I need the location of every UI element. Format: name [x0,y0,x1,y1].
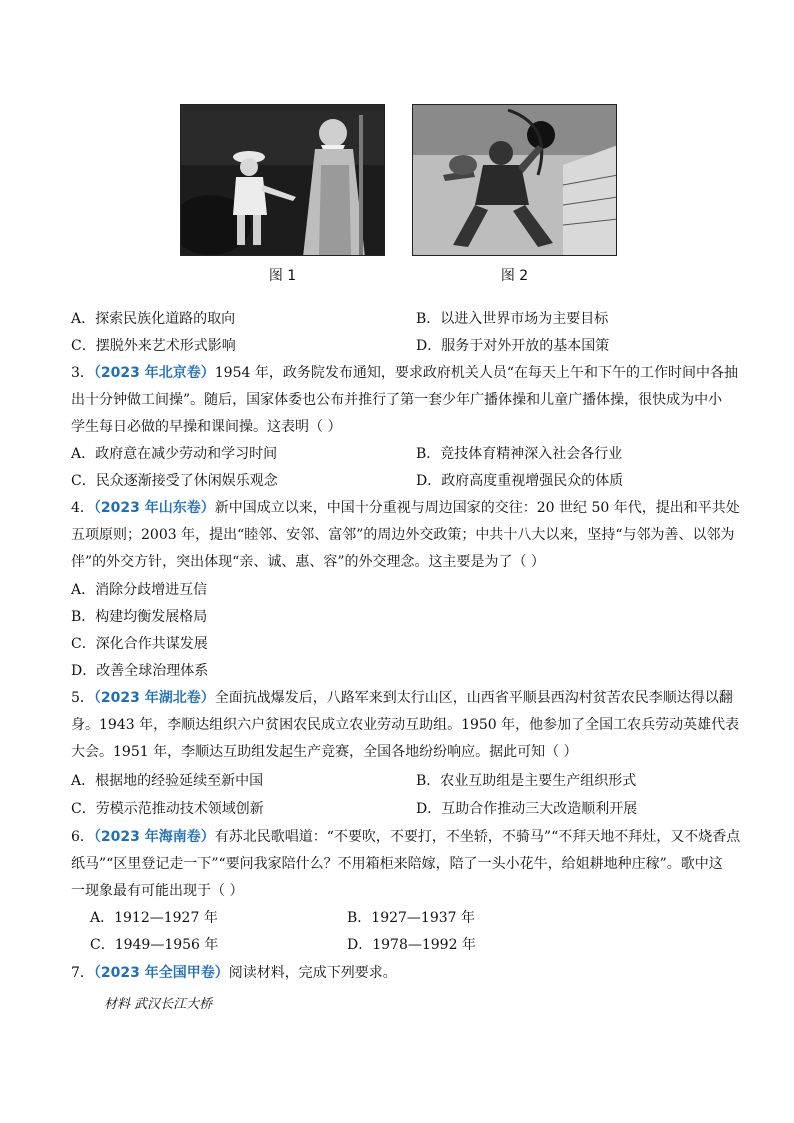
q3-options-row-1 [71,445,623,463]
q5-stem-line-3: 大会。1951 年，李顺达互助组发起生产竞赛，全国各地纷纷响应。据此可知（ ） [71,744,578,760]
q3-stem-line-2: 出十分钟做工间操”。随后，国家体委也公布并推行了第一套少年广播体操和儿童广播体操，很快成为中小 [71,392,723,408]
q6-option-c[interactable]: C．1949—1956 年 [90,937,219,953]
q6-options-row-2 [90,936,476,954]
q6-stem-line-3: 一现象最有可能出现于（ ） [71,883,244,899]
q5-option-d[interactable]: D．互助合作推动三大改造顺利开展 [416,801,638,817]
q4-text-1: 新中国成立以来，中国十分重视与周边国家的交往：20 世纪 50 年代，提出和平共处 [214,500,740,516]
q4-option-d[interactable]: D．改善全球治理体系 [71,663,209,679]
q5-option-b[interactable]: B．农业互助组是主要生产组织形式 [416,773,637,789]
q7-stem [71,964,397,982]
q2-option-a[interactable]: A．探索民族化道路的取向 [71,311,236,327]
q3-source: （2023 年北京卷） [93,365,215,381]
q5-options-row-2 [71,800,638,818]
q5-number: 5． [71,690,94,706]
q7-number: 7． [71,965,94,981]
q6-option-d[interactable]: D．1978—1992 年 [347,937,476,953]
q3-option-a[interactable]: A．政府意在减少劳动和学习时间 [71,446,278,462]
q5-source: （2023 年湖北卷） [93,690,215,706]
q6-source: （2023 年海南卷） [93,829,215,845]
q7-source: （2023 年全国甲卷） [93,965,229,981]
figure-2-photo [412,104,617,256]
q3-number: 3． [71,365,94,381]
q5-option-c[interactable]: C．劳模示范推动技术领域创新 [71,801,264,817]
q4-source: （2023 年山东卷） [93,500,215,516]
q3-options-row-2 [71,472,624,490]
q4-option-c[interactable]: C．深化合作共谋发展 [71,636,208,652]
q5-text-1: 全面抗战爆发后，八路军来到太行山区，山西省平顺县西沟村贫苦农民李顺达得以翻 [214,690,733,706]
q2-option-c[interactable]: C．摆脱外来艺术形式影响 [71,338,236,354]
q4-stem-line-2: 五项原则；2003 年，提出“睦邻、安邻、富邻”的周边外交政策；中共十八大以来，坚持“与邻为善、以邻为 [71,527,735,543]
q5-option-a[interactable]: A．根据地的经验延续至新中国 [71,773,264,789]
q4-option-a[interactable]: A．消除分歧增进互信 [71,582,208,598]
figures-row [180,104,620,289]
q4-option-b[interactable]: B．构建均衡发展格局 [71,609,208,625]
q6-text-1: 有苏北民歌唱道：“不要吹，不要打，不坐轿，不骑马”“不拜天地不拜灶，又不烧香点 [214,829,741,845]
q3-stem-line-3: 学生每日必做的早操和课间操。这表明（ ） [71,419,342,435]
q3-option-c[interactable]: C．民众逐渐接受了休闲娱乐观念 [71,473,278,489]
q4-stem-line-1 [71,499,740,517]
q6-number: 6． [71,829,94,845]
figure-2-caption: 图 2 [500,268,529,284]
q6-options-row-1 [90,909,475,927]
q2-option-d[interactable]: D．服务于对外开放的基本国策 [416,338,610,354]
q2-option-b[interactable]: B．以进入世界市场为主要目标 [416,311,609,327]
q2-options-row-1 [71,310,609,328]
q5-stem-line-2: 身。1943 年，李顺达组织六户贫困农民成立农业劳动互助组。1950 年，他参加了全国工农兵劳动英雄代表 [71,717,740,733]
q6-option-a[interactable]: A．1912—1927 年 [90,910,218,926]
q3-option-b[interactable]: B．竞技体育精神深入社会各行业 [416,446,623,462]
q4-number: 4． [71,500,94,516]
q3-text-1: 1954 年，政务院发布通知，要求政府机关人员“在每天上午和下午的工作时间中各抽 [214,365,738,381]
q7-text: 阅读材料，完成下列要求。 [228,965,397,981]
q3-option-d[interactable]: D．政府高度重视增强民众的体质 [416,473,624,489]
q7-material-title: 材料 武汉长江大桥 [104,997,213,1012]
q6-stem-line-2: 纸马”“区里登记走一下”“要问我家陪什么？不用箱柜来陪嫁，陪了一头小花牛，给姐耕地种庄稼”。歌中这 [71,856,723,872]
q3-stem-line-1 [71,364,738,382]
figure-2 [412,104,617,285]
q5-options-row-1 [71,772,637,790]
figure-1 [180,104,385,285]
figure-1-caption: 图 1 [268,268,297,284]
q4-stem-line-3: 伴”的外交方针，突出体现“亲、诚、惠、容”的外交理念。这主要是为了（ ） [71,554,545,570]
q2-options-row-2 [71,337,610,355]
q6-stem-line-1 [71,828,740,846]
q6-option-b[interactable]: B．1927—1937 年 [347,910,475,926]
q5-stem-line-1 [71,689,733,707]
figure-1-photo [180,104,385,256]
